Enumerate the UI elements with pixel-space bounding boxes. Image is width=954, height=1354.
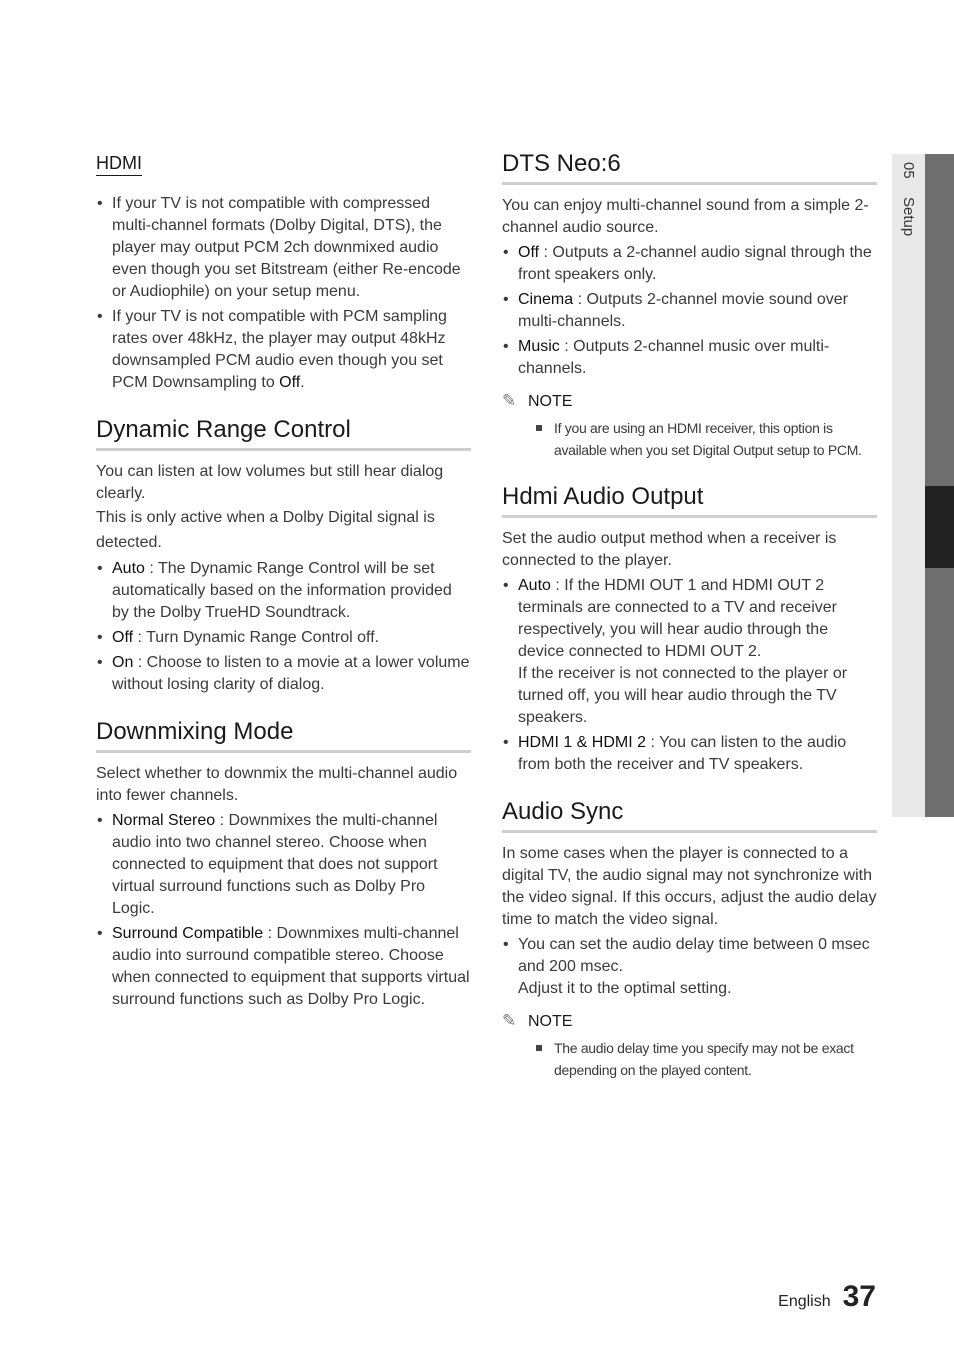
chapter-title: Setup	[900, 196, 917, 237]
dts-section	[502, 150, 877, 461]
section-title: DTS Neo:6	[502, 150, 877, 185]
list-item: • Normal Stereo : Downmixes the multi-channel audio into two channel stereo. Choose when connected to equipment that does not support virtual surround functions such as Dolby Pro Logic.	[97, 812, 438, 917]
square-bullet-icon	[536, 425, 542, 431]
list-item: • Auto : The Dynamic Range Control will be set automatically based on the information provided by the Dolby TrueHD Soundtrack.	[97, 560, 452, 621]
list-item: • You can set the audio delay time between 0 msec and 200 msec. Adjust it to the optimal setting.	[503, 936, 870, 997]
page-number: 37	[842, 1280, 876, 1313]
list-item: • Cinema : Outputs 2-channel movie sound over multi-channels.	[503, 291, 848, 330]
paragraph: Set the audio output method when a receiver is connected to the player.	[502, 530, 837, 569]
dts-list	[502, 242, 877, 380]
list-item: • HDMI 1 & HDMI 2 : You can listen to the audio from both the receiver and TV speakers.	[503, 734, 847, 773]
pencil-icon: ✎	[502, 391, 517, 410]
paragraph: You can listen at low volumes but still hear dialog clearly.	[96, 463, 444, 502]
page-footer	[778, 1280, 876, 1314]
chapter-label	[900, 162, 917, 236]
list-item: • Off : Outputs a 2-channel audio signal through the front speakers only.	[503, 244, 872, 283]
chapter-number: 05	[900, 162, 917, 179]
audio-sync-section	[502, 798, 877, 1081]
section-title: Downmixing Mode	[96, 718, 471, 753]
list-item: • On : Choose to listen to a movie at a lower volume without losing clarity of dialog.	[97, 654, 470, 693]
downmix-section	[96, 718, 471, 1011]
list-item: • Off : Turn Dynamic Range Control off.	[97, 629, 380, 646]
paragraph: You can enjoy multi-channel sound from a simple 2-channel audio source.	[502, 197, 869, 236]
left-column	[96, 150, 471, 1033]
hdmi-list	[96, 193, 471, 394]
drc-list	[96, 558, 471, 696]
hdmi-subtitle: HDMI	[96, 153, 142, 176]
square-bullet-icon	[536, 1045, 542, 1051]
drc-section	[96, 416, 471, 696]
hdmi-audio-output-section	[502, 483, 877, 776]
chapter-side-tab	[892, 154, 954, 817]
footer-language: English	[778, 1293, 831, 1310]
list-item: • Surround Compatible : Downmixes multi-channel audio into surround compatible stereo. Choose when connected to equipment that supports virtual surround functions such as Dolby Pro Logic.	[97, 925, 470, 1008]
section-title: Hdmi Audio Output	[502, 483, 877, 518]
pencil-icon: ✎	[502, 1011, 517, 1030]
list-item: • If your TV is not compatible with compressed multi-channel formats (Dolby Digital, DTS), the player may output PCM 2ch downmixed audio even though you set Bitstream (either Re-encode or Audiophile) on your setup menu.	[97, 195, 461, 300]
note-heading: ✎ NOTE	[502, 1011, 573, 1030]
list-item: • Auto : If the HDMI OUT 1 and HDMI OUT 2 terminals are connected to a TV and receiver respectively, you will hear audio through the device connected to HDMI OUT 2. If the receiver is not connected to the player or turned off, you will hear audio through the TV speakers.	[503, 577, 848, 726]
sync-list	[502, 934, 877, 1000]
hdmi-out-list	[502, 575, 877, 776]
section-title: Dynamic Range Control	[96, 416, 471, 451]
note-item: If you are using an HDMI receiver, this option is available when you set Digital Output setup to PCM.	[502, 417, 877, 461]
hdmi-section	[96, 150, 471, 394]
note-heading: ✎ NOTE	[502, 391, 573, 410]
tab-marker	[925, 486, 954, 568]
downmix-list	[96, 810, 471, 1011]
right-column	[502, 150, 877, 1103]
paragraph: Select whether to downmix the multi-channel audio into fewer channels.	[96, 765, 458, 804]
paragraph: This is only active when a Dolby Digital signal is detected.	[96, 509, 435, 551]
list-item: • If your TV is not compatible with PCM sampling rates over 48kHz, the player may output 48kHz downsampled PCM audio even though you set PCM Downsampling to Off.	[97, 308, 447, 391]
note-item: The audio delay time you specify may not be exact depending on the played content.	[502, 1037, 877, 1081]
list-item: • Music : Outputs 2-channel music over multi-channels.	[503, 338, 830, 377]
section-title: Audio Sync	[502, 798, 877, 833]
paragraph: In some cases when the player is connected to a digital TV, the audio signal may not synchronize with the video signal. If this occurs, adjust the audio delay time to match the video signal.	[502, 845, 877, 928]
